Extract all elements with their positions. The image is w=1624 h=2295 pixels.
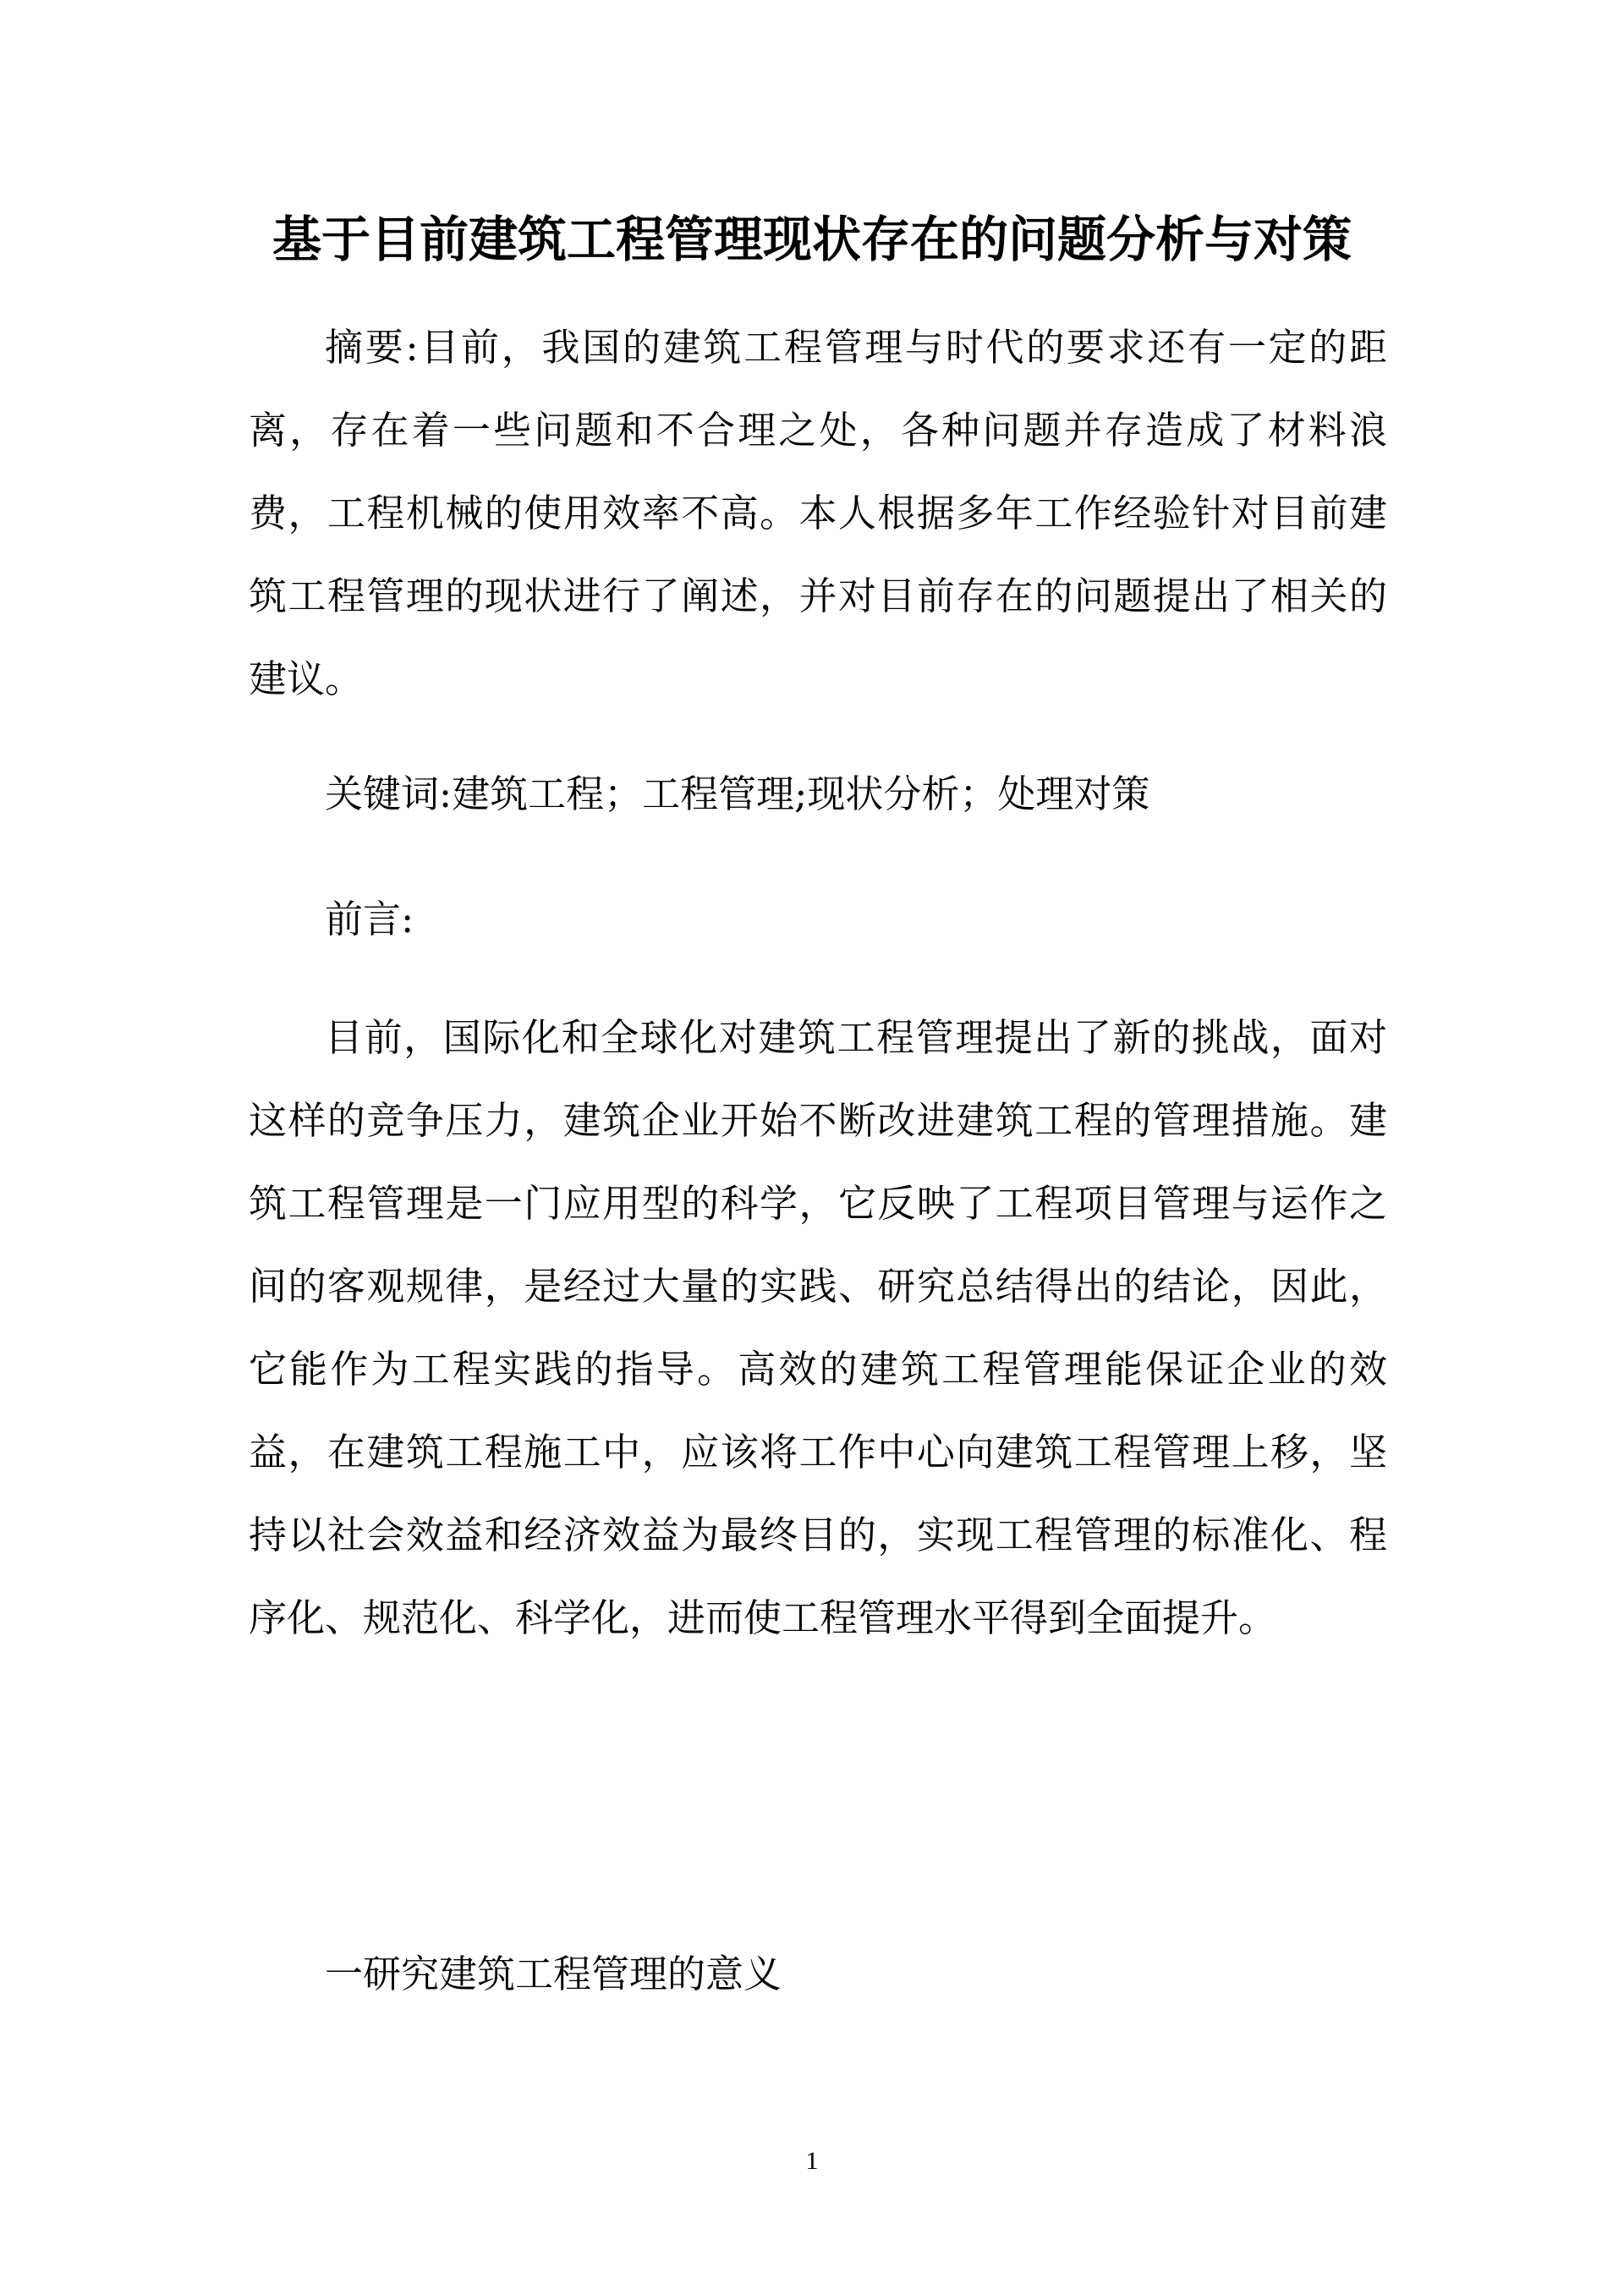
- abstract-paragraph: 摘要:目前，我国的建筑工程管理与时代的要求还有一定的距离，存在着一些问题和不合理之处，各种问题并存造成了材料浪费，工程机械的使用效率不高。本人根据多年工作经验针对目前建筑工程管理的现状进行了阐述，并对目前存在的问题提出了相关的建议。: [249, 325, 1387, 701]
- intro-paragraph: 目前，国际化和全球化对建筑工程管理提出了新的挑战，面对这样的竞争压力，建筑企业开始不断改进建筑工程的管理措施。建筑工程管理是一门应用型的科学，它反映了工程项目管理与运作之间的客观规律，是经过大量的实践、研究总结得出的结论，因此，它能作为工程实践的指导。高效的建筑工程管理能保证企业的效益，在建筑工程施工中，应该将工作中心向建筑工程管理上移，坚持以社会效益和经济效益为最终目的，实现工程管理的标准化、程序化、规范化、科学化，进而使工程管理水平得到全面提升。: [249, 1015, 1387, 1640]
- keywords-line: 关键词:建筑工程；工程管理;现状分析；处理对策: [325, 771, 1150, 816]
- page-number: 1: [805, 2147, 819, 2175]
- document-title: 基于目前建筑工程管理现状存在的问题分析与对策: [272, 211, 1352, 268]
- section-heading: 一研究建筑工程管理的意义: [325, 1952, 782, 1996]
- preface-label: 前言:: [325, 897, 414, 942]
